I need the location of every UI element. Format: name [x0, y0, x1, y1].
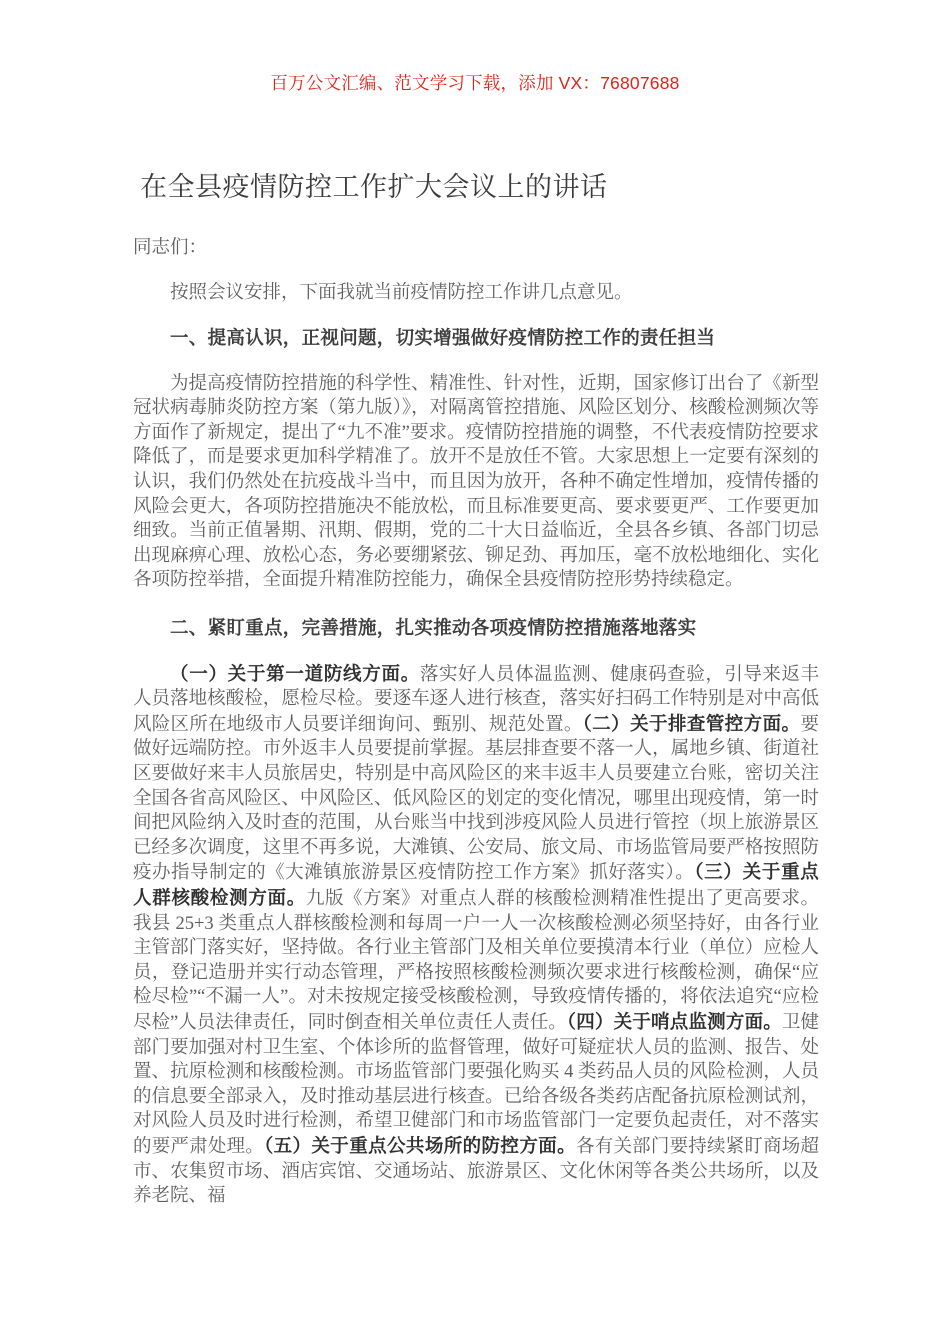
- spacer: [133, 641, 819, 662]
- spacer: [133, 593, 819, 616]
- section-heading-one: 一、提高认识，正视问题，切实增强做好疫情防控工作的责任担当: [170, 327, 716, 349]
- section-two-paragraph: [133, 662, 819, 1209]
- document-body: [133, 236, 819, 1209]
- salutation: 同志们：: [133, 238, 208, 258]
- subsection-label-0: （一）关于第一道防线方面。: [170, 662, 420, 684]
- subsection-text-3: 要做好远端防控。市外返丰人员要提前掌握。基层排查要不落一人，属地乡镇、街道社区要做好来丰人员旅居史，特别是中高风险区的来丰返丰人员要建立台账，密切关注全国各省高风险区、中风险区、低风险区的划定的变化情况，哪里出现疫情，第一时间把风险纳入及时查的范围，从台账当中找到涉疫风险人员进行管控（坝上旅游景区已经多次调度，这里不再多说，大滩镇、公安局、旅文局、市场监管局要严格按照防疫办指导制定的《大滩镇旅游景区疫情防控工作方案》抓好落实）。: [133, 714, 819, 884]
- subsection-label-2: （二）关于排查管控方面。: [582, 712, 801, 734]
- section-heading-two: 二、紧盯重点，完善措施，扎实推动各项疫情防控措施落地落实: [170, 617, 697, 639]
- subsection-text-7: 卫健部门要加强对村卫生室、个体诊所的监督管理，做好可疑症状人员的监测、报告、处置、抗原检测和核酸检测。市场监管部门要强化购买 4 类药品人员的风险检测，人员的信息要全部录入，及时推动基层进行核查。已给各级各类药店配备抗原检测试剂，对风险人员及时进行检测，希望卫健部门和市场监管部门一定要负起责任，对不落实的要严肃处理。: [133, 1012, 819, 1157]
- spacer: [133, 305, 819, 326]
- subsection-text-1: 落实好人员体温监测、健康码查验，引导来返丰人员落地核酸检，愿检尽检。要逐车逐人进行核查，落实好扫码工作特别是对中高低风险区所在地级市人员要详细询问、甄别、规范处置。: [133, 664, 819, 735]
- spacer: [133, 351, 819, 372]
- subsection-label-4: （三）关于重点人群核酸检测方面。: [133, 861, 819, 908]
- intro-paragraph: 按照会议安排，下面我就当前疫情防控工作讲几点意见。: [170, 282, 633, 303]
- subsection-text-5: 九版《方案》对重点人群的核酸检测精准性提出了更高要求。我县 25+3 类重点人群核酸检测和每周一户一人一次核酸检测必须坚持好，由各行业主管部门落实好，坚持做。各行业主管部门及相关单位要摸清本行业（单位）应检人员，登记造册并实行动态管理，严格按照核酸检测频次要求进行核酸检测，确保“应检尽检”“不漏一人”。对未按规定接受核酸检测，导致疫情传播的，将依法追究“应检尽检”人员法律责任，同时倒查相关单位责任人责任。: [133, 888, 819, 1033]
- subsection-label-8: （五）关于重点公共场所的防控方面。: [263, 1134, 577, 1156]
- section-one-paragraph: 为提高疫情防控措施的科学性、精准性、针对性，近期，国家修订出台了《新型冠状病毒肺炎防控方案（第九版）》，对隔离管控措施、风险区划分、核酸检测频次等方面作了新规定，提出了“九不准”要求。疫情防控措施的调整，不代表疫情防控要求降低了，而是要求更加科学精准了。放开不是放任不管。大家思想上一定要有深刻的认识，我们仍然处在抗疫战斗当中，而且因为放开，各种不确定性增加，疫情传播的风险会更大，各项防控措施决不能放松，而且标准要更高、要求要更严、工作要更加细致。当前正值暑期、汛期、假期，党的二十大日益临近，全县各乡镇、各部门切忌出现麻痹心理、放松心态，务必要绷紧弦、铆足劲、再加压，毫不放松地细化、实化各项防控举措，全面提升精准防控能力，确保全县疫情防控形势持续稳定。: [133, 373, 819, 591]
- subsection-text-9: 各有关部门要持续紧盯商场超市、农集贸市场、酒店宾馆、交通场站、旅游景区、文化休闲等各类公共场所，以及养老院、福: [133, 1136, 819, 1207]
- page-title: 在全县疫情防控工作扩大会议上的讲话: [140, 172, 608, 203]
- promo-banner: 百万公文汇编、范文学习下载，添加 VX：76807688: [270, 73, 680, 93]
- subsection-label-6: （四）关于哨点监测方面。: [566, 1010, 782, 1032]
